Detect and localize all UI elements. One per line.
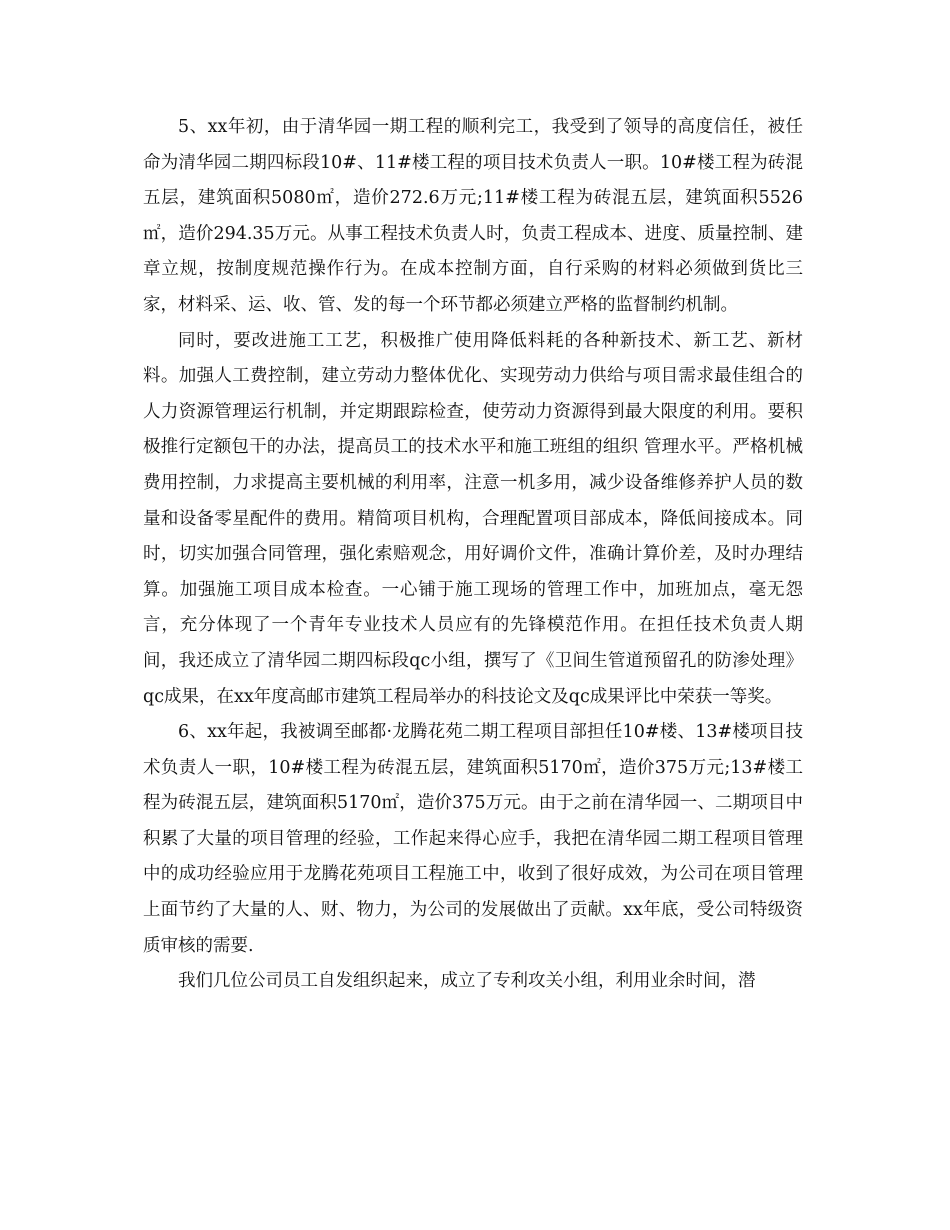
- document-body: [143, 110, 803, 1000]
- paragraph-2: 同时，要改进施工工艺，积极推广使用降低料耗的各种新技术、新工艺、新材料。加强人工费控制，建立劳动力整体优化、实现劳动力供给与项目需求最佳组合的人力资源管理运行机制，并定期跟踪检查，使劳动力资源得到最大限度的利用。要积极推行定额包干的办法，提高员工的技术水平和施工班组的组织 管理水平。严格机械费用控制，力求提高主要机械的利用率，注意一机多用，减少设备维修养护人员的数量和设备零星配件的费用。精简项目机构，合理配置项目部成本，降低间接成本。同时，切实加强合同管理，强化索赔观念，用好调价文件，准确计算价差，及时办理结算。加强施工项目成本检查。一心铺于施工现场的管理工作中，加班加点，毫无怨言，充分体现了一个青年专业技术人员应有的先锋模范作用。在担任技术负责人期间，我还成立了清华园二期四标段qc小组，撰写了《卫间生管道预留孔的防渗处理》qc成果，在xx年度高邮市建筑工程局举办的科技论文及qc成果评比中荣获一等奖。: [143, 330, 803, 707]
- paragraph-1: 5、xx年初，由于清华园一期工程的顺利完工，我受到了领导的高度信任，被任命为清华园二期四标段10#、11#楼工程的项目技术负责人一职。10#楼工程为砖混五层，建筑面积5080㎡，造价272.6万元;11#楼工程为砖混五层，建筑面积5526㎡，造价294.35万元。从事工程技术负责人时，负责工程成本、进度、质量控制、建章立规，按制度规范操作行为。在成本控制方面，自行采购的材料必须做到货比三家，材料采、运、收、管、发的每一个环节都必须建立严格的监督制约机制。: [143, 117, 803, 315]
- paragraph-3: 6、xx年起，我被调至邮都·龙腾花苑二期工程项目部担任10#楼、13#楼项目技术负责人一职，10#楼工程为砖混五层，建筑面积5170㎡，造价375万元;13#楼工程为砖混五层，建筑面积5170㎡，造价375万元。由于之前在清华园一、二期项目中积累了大量的项目管理的经验，工作起来得心应手，我把在清华园二期工程项目管理中的成功经验应用于龙腾花苑项目工程施工中，收到了很好成效，为公司在项目管理上面节约了大量的人、财、物力，为公司的发展做出了贡献。xx年底，受公司特级资质审核的需要.: [143, 722, 803, 956]
- paragraph-4: 我们几位公司员工自发组织起来，成立了专利攻关小组，利用业余时间，潜: [178, 971, 756, 992]
